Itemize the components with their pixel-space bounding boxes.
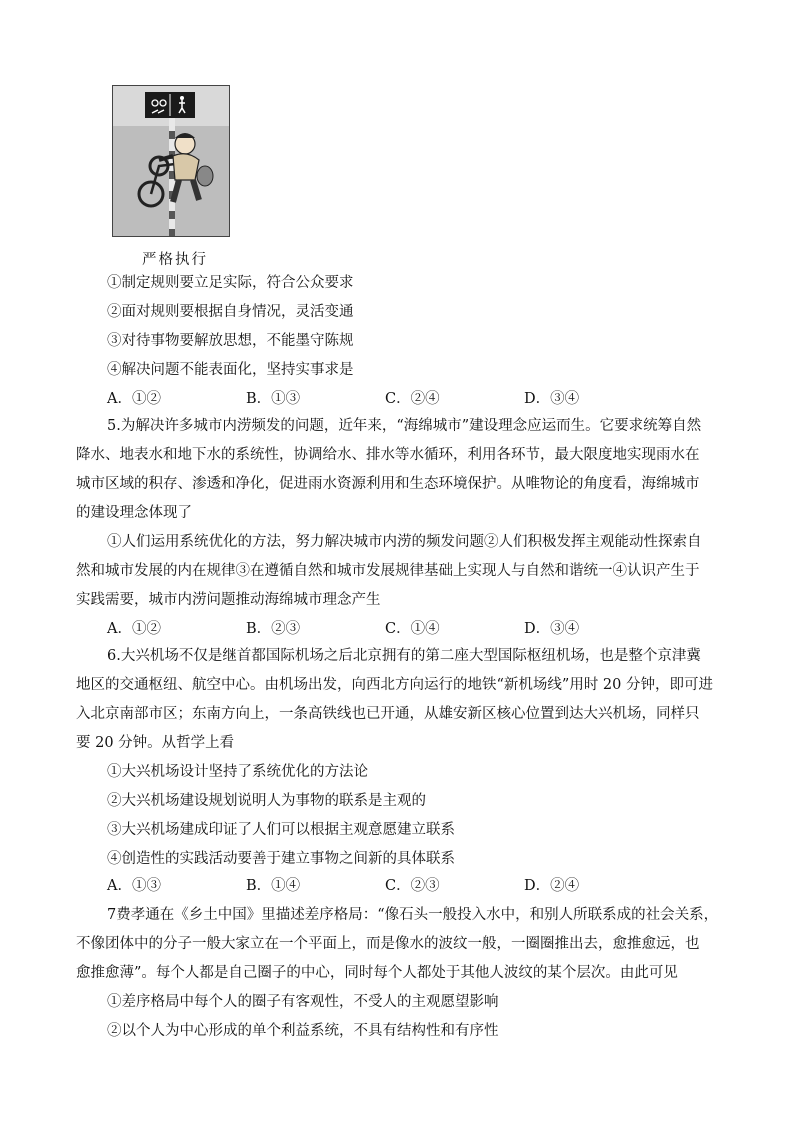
question-stem: 不像团体中的分子一般大家立在一个平面上，而是像水的波纹一般，一圈圈推出去，愈推愈远，也 <box>76 936 700 952</box>
question-stem: 6.大兴机场不仅是继首都国际机场之后北京拥有的第二座大型国际枢纽机场，也是整个京津冀 <box>107 648 701 664</box>
list-item: ②大兴机场建设规划说明人为事物的联系是主观的 <box>107 793 426 809</box>
question-stem: 5.为解决许多城市内涝频发的问题，近年来，“海绵城市”建设理念应运而生。它要求统筹自然 <box>107 418 702 434</box>
option-d: D．②④ <box>524 878 580 894</box>
option-c: C．②④ <box>385 391 440 407</box>
list-item: ③对待事物要解放思想，不能墨守陈规 <box>107 333 354 349</box>
list-item: ④创造性的实践活动要善于建立事物之间新的具体联系 <box>107 851 455 867</box>
option-c: C．②③ <box>385 878 440 894</box>
option-c: C．①④ <box>385 621 440 637</box>
list-item: ②以个人为中心形成的单个利益系统，不具有结构性和有序性 <box>107 1023 499 1039</box>
list-item: ②面对规则要根据自身情况，灵活变通 <box>107 304 354 320</box>
list-item: ①人们运用系统优化的方法，努力解决城市内涝的频发问题②人们积极发挥主观能动性探索自 <box>107 534 702 550</box>
option-a: A．①② <box>107 391 161 407</box>
question-stem: 降水、地表水和地下水的系统性，协调给水、排水等水循环，利用各环节，最大限度地实现雨水在 <box>76 447 700 463</box>
question-stem: 要 20 分钟。从哲学上看 <box>76 735 235 751</box>
figure-caption: 严格执行 <box>142 252 208 268</box>
question-stem: 愈推愈薄”。每个人都是自己圈子的中心，同时每个人都处于其他人波纹的某个层次。由此可见 <box>76 965 678 981</box>
option-d: D．③④ <box>524 621 580 637</box>
list-item: 实践需要，城市内涝问题推动海绵城市理念产生 <box>76 592 381 608</box>
option-a: A．①③ <box>107 878 161 894</box>
question-stem: 地区的交通枢纽、航空中心。由机场出发，向西北方向运行的地铁“新机场线”用时 20 分钟，即可进 <box>76 677 713 693</box>
question-stem: 入北京南部市区；东南方向上，一条高铁线也已开通，从雄安新区核心位置到达大兴机场，同样只 <box>76 706 700 722</box>
question-stem: 的建设理念体现了 <box>76 505 192 521</box>
option-b: B．①④ <box>246 878 301 894</box>
option-d: D．③④ <box>524 391 580 407</box>
cyclist-illustration <box>113 86 230 237</box>
list-item: 然和城市发展的内在规律③在遵循自然和城市发展规律基础上实现人与自然和谐统一④认识产生于 <box>76 563 700 579</box>
list-item: ①大兴机场设计坚持了系统优化的方法论 <box>107 764 368 780</box>
option-a: A．①② <box>107 621 161 637</box>
list-item: ①制定规则要立足实际，符合公众要求 <box>107 275 354 291</box>
question-stem: 7费孝通在《乡土中国》里描述差序格局：“像石头一般投入水中，和别人所联系成的社会关系， <box>107 907 719 923</box>
list-item: ①差序格局中每个人的圈子有客观性，不受人的主观愿望影响 <box>107 994 499 1010</box>
list-item: ④解决问题不能表面化，坚持实事求是 <box>107 362 354 378</box>
option-b: B．①③ <box>246 391 301 407</box>
cartoon-image <box>112 85 230 237</box>
list-item: ③大兴机场建成印证了人们可以根据主观意愿建立联系 <box>107 822 455 838</box>
question-stem: 城市区域的积存、渗透和净化，促进雨水资源利用和生态环境保护。从唯物论的角度看，海绵城市 <box>76 476 700 492</box>
option-b: B．②③ <box>246 621 301 637</box>
